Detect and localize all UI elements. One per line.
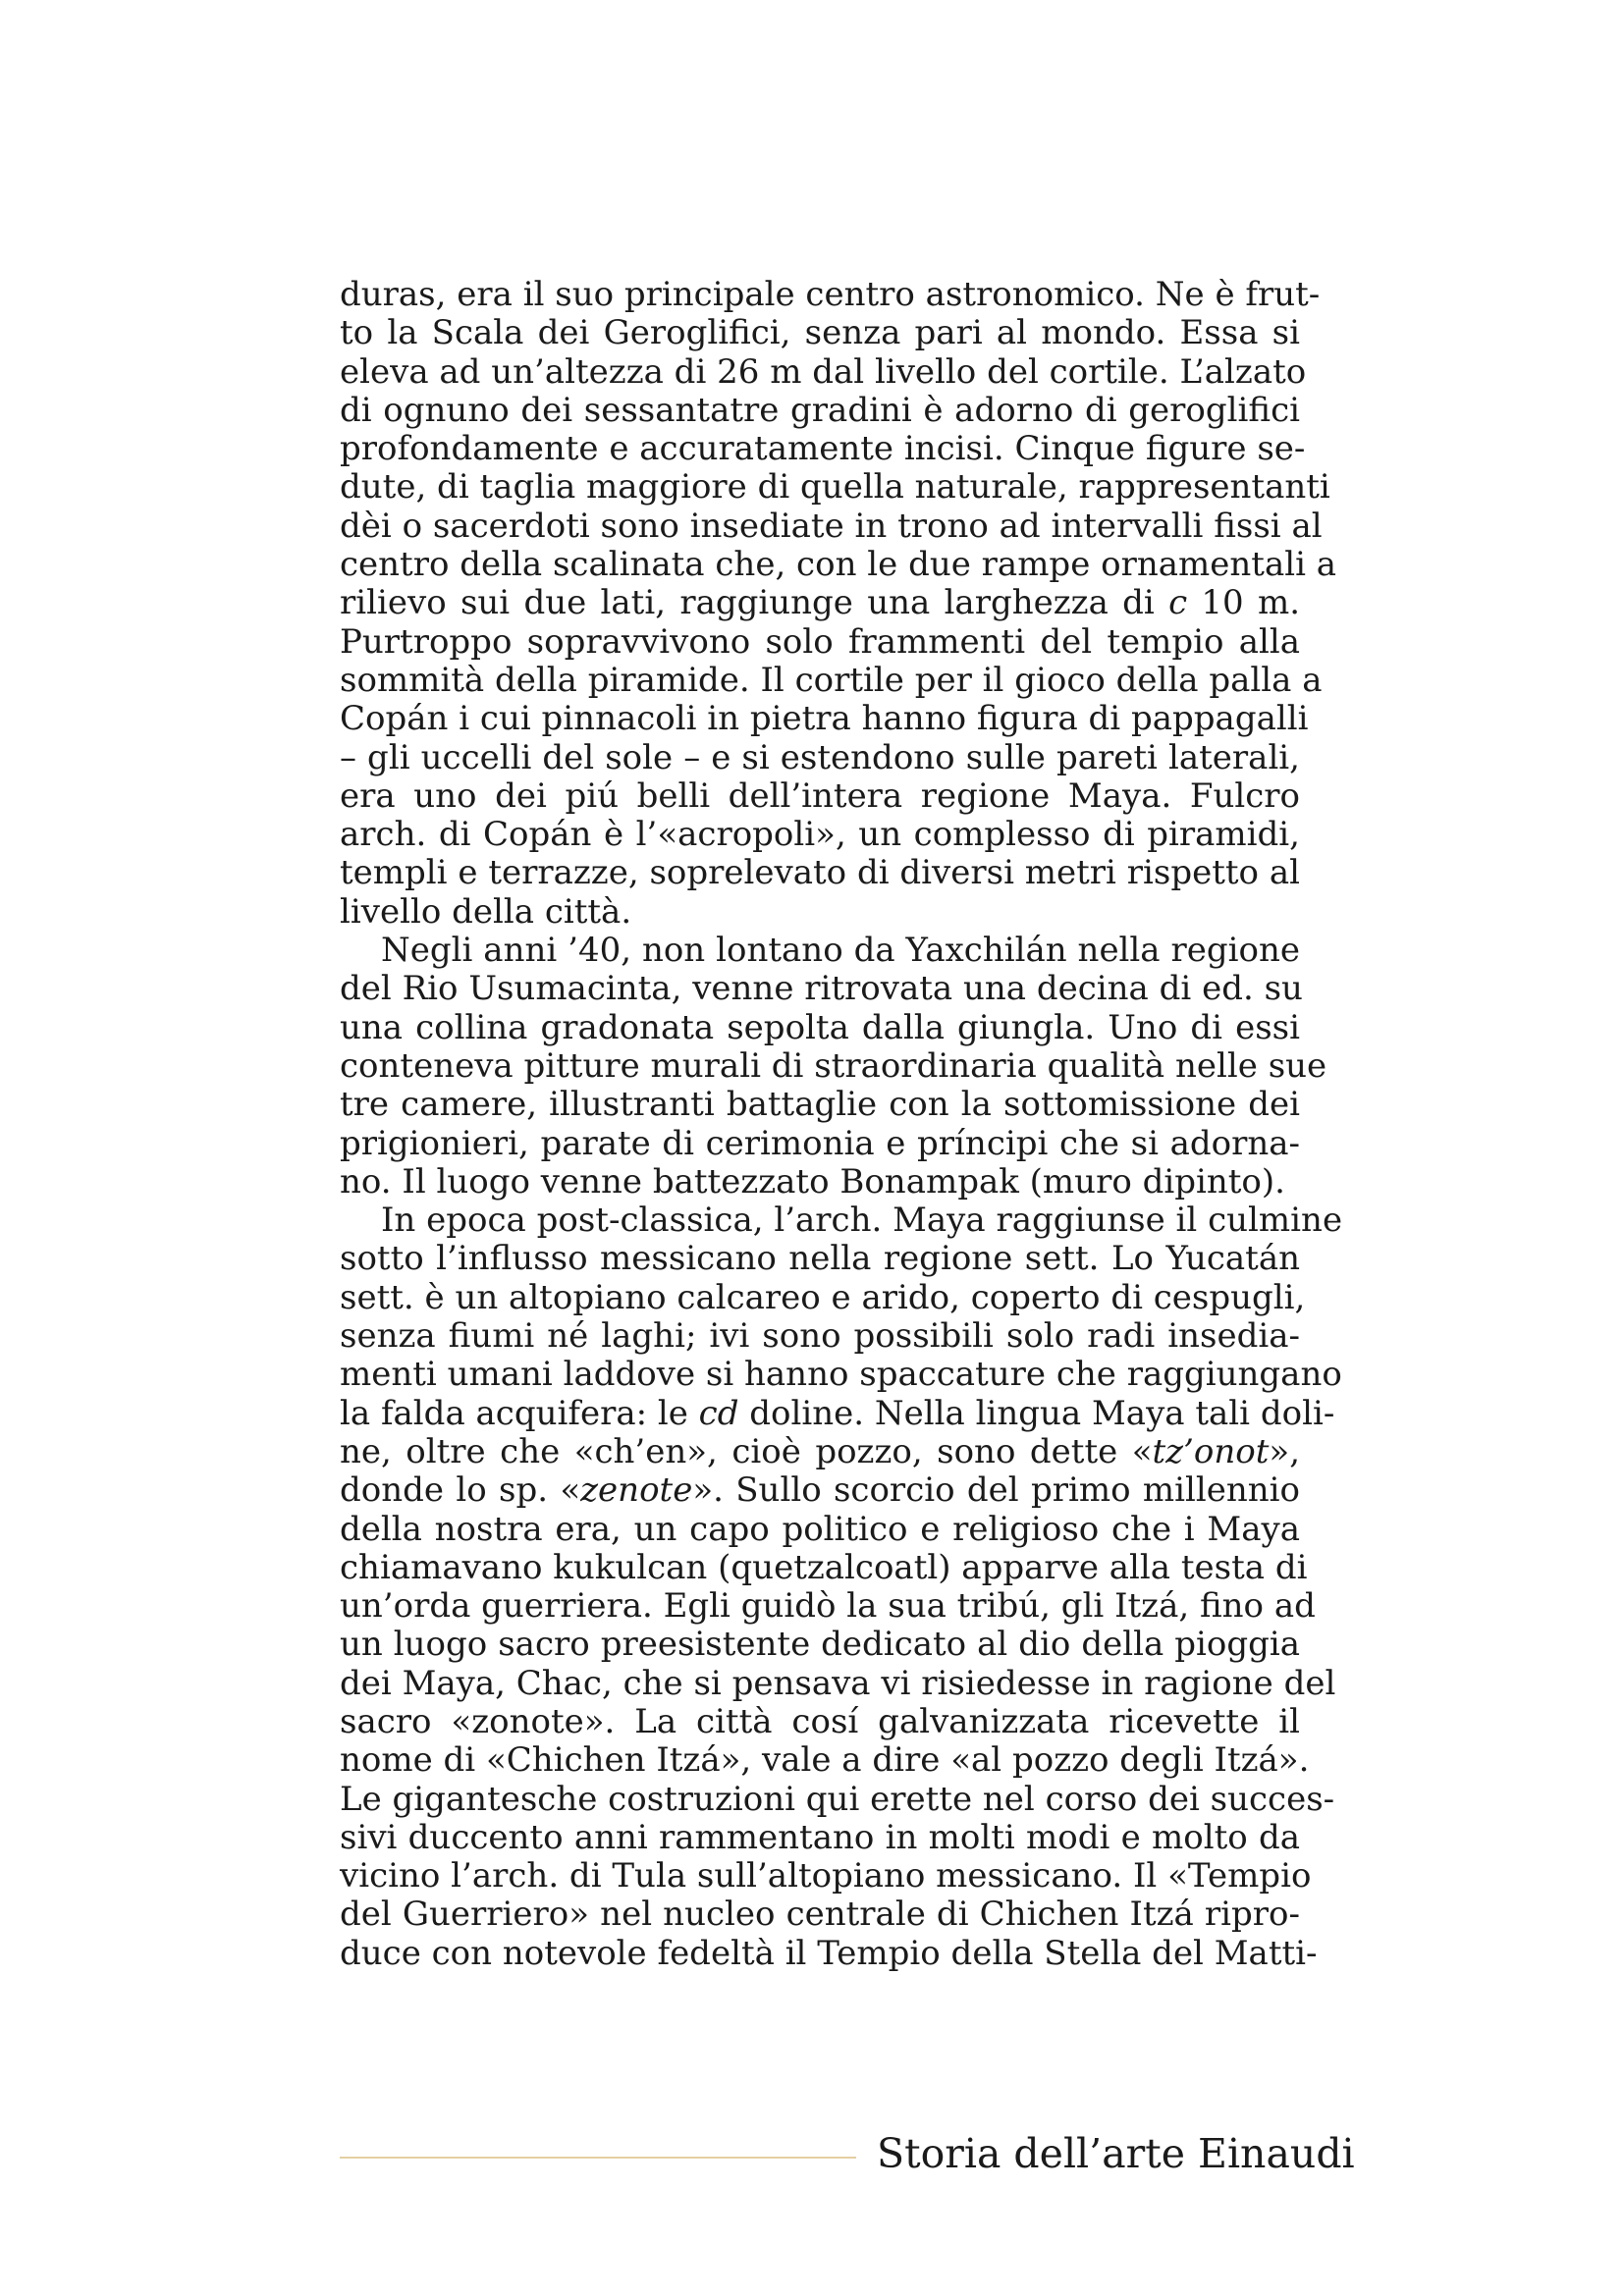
text-line xyxy=(340,1933,1318,1973)
text-run: sacro «zonote». La città cosí galvanizzata ricevette il xyxy=(340,1701,1300,1741)
text-line xyxy=(340,1586,1316,1627)
text-run: duras, era il suo principale centro astronomico. Ne è frut- xyxy=(340,275,1321,314)
text-run: no. Il luogo venne battezzato Bonampak (muro dipinto). xyxy=(340,1161,1285,1201)
text-run: to la Scala dei Geroglifici, senza pari al mondo. Essa si xyxy=(340,313,1300,353)
text-run: rilievo sui due lati, raggiunge una larghezza di xyxy=(340,583,1169,623)
text-run: conteneva pitture murali di straordinaria qualità nelle sue xyxy=(340,1045,1327,1086)
text-run: 10 m. xyxy=(1187,583,1300,623)
text-run: era uno dei piú belli dell’intera regione Maya. Fulcro xyxy=(340,775,1300,816)
text-run: centro della scalinata che, con le due rampe ornamentali a xyxy=(340,545,1337,585)
text-run: sotto l’influsso messicano nella regione sett. Lo Yucatán xyxy=(340,1239,1300,1279)
text-run: una collina gradonata sepolta dalla giungla. Uno di essi xyxy=(340,1007,1300,1047)
italic-term: zenote xyxy=(580,1470,693,1511)
text-run: doline. Nella lingua Maya tali doli- xyxy=(738,1393,1335,1433)
text-run: senza fiumi né laghi; ivi sono possibili solo radi insedia- xyxy=(340,1316,1300,1357)
text-line xyxy=(340,1086,1300,1124)
text-run: ne, oltre che «ch’en», cioè pozzo, sono dette « xyxy=(340,1431,1153,1471)
text-run: Purtroppo sopravvivono solo frammenti del tempio alla xyxy=(340,621,1300,662)
text-line xyxy=(340,1355,1342,1395)
text-line xyxy=(340,1201,1343,1241)
text-line xyxy=(340,932,1300,970)
text-line xyxy=(340,1626,1300,1664)
text-line xyxy=(340,1163,1300,1201)
text-line xyxy=(340,660,1323,700)
text-run: tre camere, illustranti battaglie con la sottomissione dei xyxy=(340,1085,1300,1125)
text-run: livello della città. xyxy=(340,891,632,932)
text-run: del Guerriero» nel nucleo centrale di Chichen Itzá ripro- xyxy=(340,1895,1300,1935)
text-run: dèi o sacerdoti sono insediate in trono ad intervalli fissi al xyxy=(340,506,1323,546)
text-line xyxy=(340,1663,1336,1703)
text-run: sivi duccento anni rammentano in molti modi e molto da xyxy=(340,1817,1300,1857)
text-line xyxy=(340,777,1300,816)
text-run: templi e terrazze, soprelevato di diversi metri rispetto al xyxy=(340,853,1300,893)
text-run: nome di «Chichen Itzá», vale a dire «al pozzo degli Itzá». xyxy=(340,1740,1310,1781)
text-line xyxy=(340,1433,1300,1471)
text-line xyxy=(340,1125,1300,1163)
text-run: – gli uccelli del sole – e si estendono sulle pareti laterali, xyxy=(340,737,1300,777)
text-line xyxy=(340,1856,1312,1896)
text-line xyxy=(340,1045,1327,1086)
italic-term: tz’onot xyxy=(1152,1431,1270,1471)
text-line xyxy=(340,467,1330,507)
text-run: sommità della piramide. Il cortile per il gioco della palla a xyxy=(340,660,1323,700)
text-run: Copán i cui pinnacoli in pietra hanno figura di pappagalli xyxy=(340,699,1309,739)
text-line xyxy=(340,1547,1308,1587)
text-run: duce con notevole fedeltà il Tempio della Stella del Matti- xyxy=(340,1933,1318,1973)
text-run: Negli anni ’40, non lontano da Yaxchilán nella regione xyxy=(381,931,1300,971)
text-line xyxy=(340,1896,1300,1934)
text-line xyxy=(340,1703,1300,1741)
text-run: In epoca post-classica, l’arch. Maya raggiunse il culmine xyxy=(381,1201,1343,1241)
text-line xyxy=(340,506,1323,546)
text-run: ». Sullo scorcio del primo millennio xyxy=(692,1470,1301,1511)
text-run: eleva ad un’altezza di 26 m dal livello del cortile. L’alzato xyxy=(340,351,1307,392)
text-run: sett. è un altopiano calcareo e arido, coperto di cespugli, xyxy=(340,1277,1306,1317)
text-line xyxy=(340,314,1300,352)
text-line xyxy=(340,1277,1306,1317)
text-line xyxy=(340,392,1300,430)
text-run: vicino l’arch. di Tula sull’altopiano messicano. Il «Tempio xyxy=(340,1856,1312,1896)
italic-term: c xyxy=(1168,583,1188,623)
text-run: di ognuno dei sessantatre gradini è adorno di geroglifici xyxy=(340,390,1300,430)
text-run: profondamente e accuratamente incisi. Cinque figure se- xyxy=(340,429,1306,469)
text-run: Le gigantesche costruzioni qui erette nel corso dei succes- xyxy=(340,1779,1335,1819)
text-run: chiamavano kukulcan (quetzalcoatl) apparve alla testa di xyxy=(340,1547,1308,1587)
text-run: prigionieri, parate di cerimonia e príncipi che si adorna- xyxy=(340,1123,1300,1163)
text-run: un luogo sacro preesistente dedicato al dio della pioggia xyxy=(340,1625,1300,1665)
text-line xyxy=(340,1511,1300,1549)
text-run: dei Maya, Chac, che si pensava vi risiedesse in ragione del xyxy=(340,1663,1336,1703)
text-line xyxy=(340,429,1306,469)
text-run: dute, di taglia maggiore di quella naturale, rappresentanti xyxy=(340,467,1330,507)
text-line xyxy=(340,275,1321,314)
text-line xyxy=(340,1779,1335,1819)
text-line xyxy=(340,699,1309,739)
body-text xyxy=(340,275,1343,1973)
text-line xyxy=(340,854,1300,892)
text-run: menti umani laddove si hanno spaccature che raggiungano xyxy=(340,1355,1342,1395)
text-run: del Rio Usumacinta, venne ritrovata una decina di ed. su xyxy=(340,969,1303,1009)
text-line xyxy=(340,969,1303,1009)
text-line xyxy=(340,545,1337,585)
text-run: arch. di Copán è l’«acropoli», un complesso di piramidi, xyxy=(340,815,1300,855)
footer-rule xyxy=(340,2157,856,2159)
text-run: », xyxy=(1269,1431,1300,1471)
text-line xyxy=(340,893,1300,932)
footer-label: Storia dell’arte Einaudi xyxy=(877,2130,1355,2177)
italic-term: cd xyxy=(698,1393,739,1433)
text-line xyxy=(340,623,1300,662)
text-line xyxy=(340,1819,1300,1857)
text-line xyxy=(340,1317,1300,1356)
text-line xyxy=(340,1240,1300,1278)
text-line xyxy=(340,1393,1335,1433)
text-line xyxy=(340,816,1300,854)
text-line xyxy=(340,351,1307,392)
text-line xyxy=(340,1740,1310,1781)
text-run: della nostra era, un capo politico e religioso che i Maya xyxy=(340,1509,1300,1549)
text-run: la falda acquifera: le xyxy=(340,1393,699,1433)
text-run: un’orda guerriera. Egli guidò la sua tribú, gli Itzá, fino ad xyxy=(340,1586,1316,1627)
text-line xyxy=(340,739,1300,777)
text-line xyxy=(340,1009,1300,1047)
text-line xyxy=(340,584,1300,622)
text-run: donde lo sp. « xyxy=(340,1470,581,1511)
text-line xyxy=(340,1471,1300,1510)
